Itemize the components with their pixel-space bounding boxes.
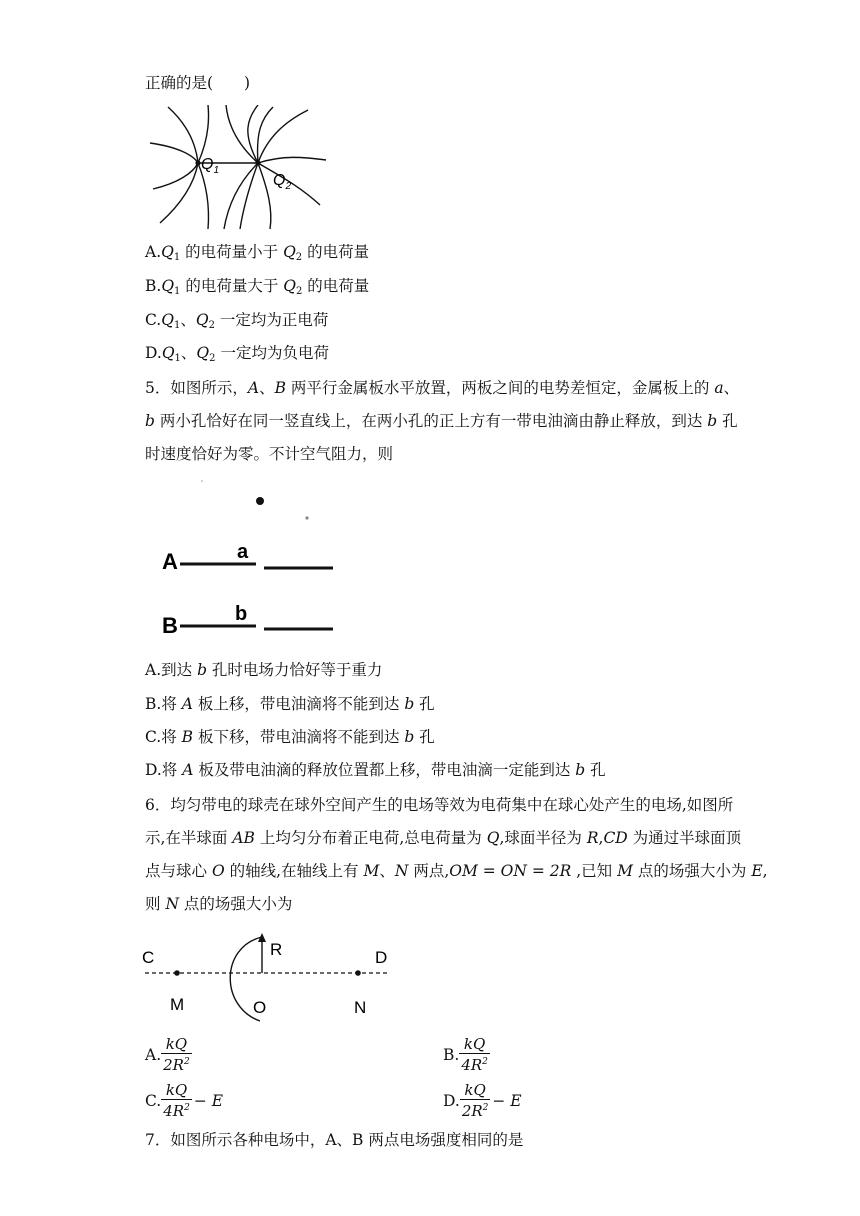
q4-option-d[interactable]: $D.Q_1$、$Q_2$ 一定均为负电荷 (145, 344, 329, 364)
label-n: N (354, 998, 367, 1017)
q6-option-a[interactable]: A. $\frac{kQ}{2R^2}$ (145, 1035, 190, 1074)
label-r: R (270, 940, 283, 959)
q5-option-b[interactable]: B.将 A 板上移，带电油滴将不能到达 b 孔 (145, 695, 435, 713)
q4-field-lines-figure (148, 105, 328, 230)
q4-option-b[interactable]: $B.Q_1$ 的电荷量大于 $Q_2$ 的电荷量 (145, 277, 370, 297)
q5-stem-line3: 时速度恰好为零。不计空气阻力，则 (145, 445, 394, 463)
q6-stem-line4: 则 N 点的场强大小为 (145, 895, 293, 913)
point-n (355, 970, 361, 976)
speck (305, 516, 308, 519)
q5-stem-line1: 5．如图所示，A、B 两平行金属板水平放置，两板之间的电势差恒定，金属板上的 a、 (145, 379, 740, 397)
q6-equation: OM = ON = 2R (449, 862, 572, 880)
hole-a-label: a (237, 541, 249, 563)
q5-stem-line2: b 两小孔恰好在同一竖直线上，在两小孔的正上方有一带电油滴由静止释放，到达 b 孔 (145, 412, 738, 430)
label-o: O (253, 998, 267, 1017)
q1-label: $Q_1$ (201, 156, 220, 176)
plate-a-label: A (162, 549, 178, 574)
oil-drop (256, 497, 264, 505)
q6-option-b[interactable]: B. $\frac{kQ}{4R^2}$ (443, 1035, 488, 1074)
plate-b-label: B (162, 613, 178, 638)
q5-plates-figure (150, 470, 350, 645)
q5-option-a[interactable]: A.到达 b 孔时电场力恰好等于重力 (145, 661, 383, 679)
q6-option-c[interactable]: C. $\frac{kQ}{4R^2}$ − E (145, 1081, 224, 1120)
q6-stem-line1: 6．均匀带电的球壳在球外空间产生的电场等效为电荷集中在球心处产生的电场,如图所 (145, 796, 734, 814)
label-m: M (170, 995, 185, 1014)
q6-stem-line2: 示,在半球面 AB 上均匀分布着正电荷,总电荷量为 Q,球面半径为 R,CD 为通过半球面顶 (145, 829, 742, 847)
label-c: C (142, 948, 155, 967)
q4-option-c[interactable]: $C.Q_1$、$Q_2$ 一定均为正电荷 (145, 311, 329, 331)
q6-hemisphere-figure (140, 925, 400, 1030)
hole-b-label: b (235, 603, 248, 625)
speck (201, 480, 203, 482)
q4-option-a[interactable]: $A.Q_1$ 的电荷量小于 $Q_2$ 的电荷量 (145, 243, 370, 263)
q5-option-c[interactable]: C.将 B 板下移，带电油滴将不能到达 b 孔 (145, 728, 435, 746)
q5-option-d[interactable]: D.将 A 板及带电油滴的释放位置都上移，带电油滴一定能到达 b 孔 (145, 761, 606, 779)
q1-charge-point (195, 160, 200, 165)
q6-option-d[interactable]: D. $\frac{kQ}{2R^2}$ − E (443, 1081, 522, 1120)
q6-stem-line3: 点与球心 O 的轴线,在轴线上有 M、N 两点,OM = ON = 2R ,已知 M 点的场强大小为 E, (145, 862, 768, 880)
q7-stem-line1: 7．如图所示各种电场中，A、B 两点电场强度相同的是 (145, 1131, 524, 1149)
q2-charge-point (255, 160, 260, 165)
q4-stem-tail: 正确的是( ) (145, 74, 251, 92)
q2-label: $Q_2$ (273, 172, 292, 192)
label-d: D (375, 948, 388, 967)
point-m (174, 970, 180, 976)
